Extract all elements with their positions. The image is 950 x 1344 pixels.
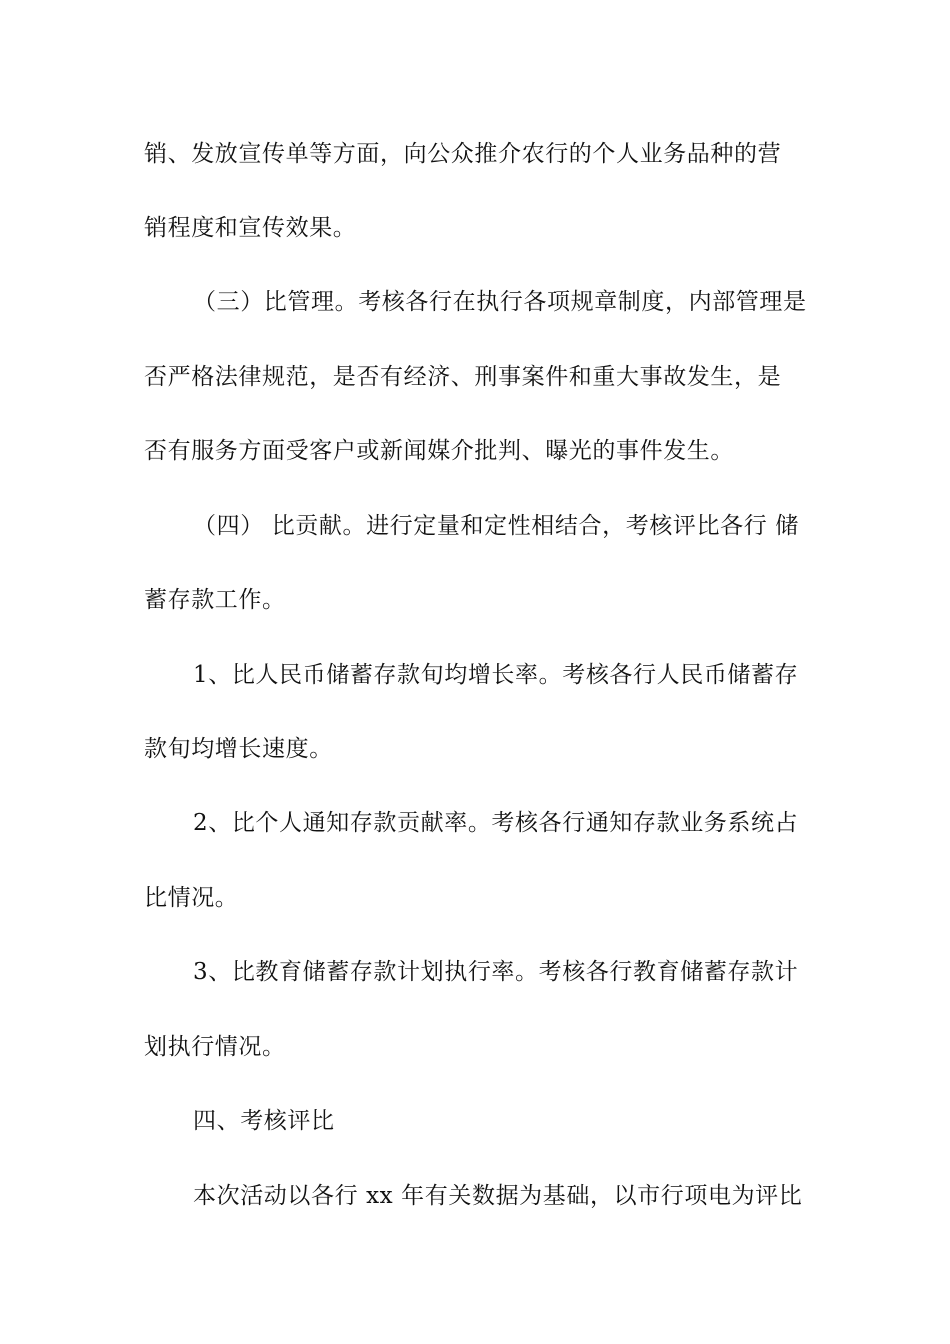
paragraph-final-start: 本次活动以各行 xx 年有关数据为基础，以市行项电为评比 (193, 1183, 803, 1209)
text-line-5: 否有服务方面受客户或新闻媒介批判、曝光的事件发生。 (144, 438, 734, 464)
section-heading: 四、考核评比 (193, 1108, 335, 1134)
text-line-11: 比情况。 (144, 885, 239, 911)
item-2-start: 2、比个人通知存款贡献率。考核各行通知存款业务系统占 (193, 810, 799, 836)
paragraph-4-start: （四） 比贡献。进行定量和定性相结合，考核评比各行 储 (193, 513, 799, 539)
text-line-7: 蓄存款工作。 (144, 587, 286, 613)
paragraph-3-start: （三）比管理。考核各行在执行各项规章制度，内部管理是 (193, 289, 807, 315)
text-line-2: 销程度和宣传效果。 (144, 215, 357, 241)
text-line-4: 否严格法律规范，是否有经济、刑事案件和重大事故发生，是 (144, 364, 782, 390)
text-line-13: 划执行情况。 (144, 1034, 286, 1060)
text-line-1: 销、发放宣传单等方面，向公众推介农行的个人业务品种的营 (144, 141, 782, 167)
item-3-start: 3、比教育储蓄存款计划执行率。考核各行教育储蓄存款计 (193, 959, 799, 985)
text-line-9: 款旬均增长速度。 (144, 736, 333, 762)
item-1-start: 1、比人民币储蓄存款旬均增长率。考核各行人民币储蓄存 (193, 662, 799, 688)
